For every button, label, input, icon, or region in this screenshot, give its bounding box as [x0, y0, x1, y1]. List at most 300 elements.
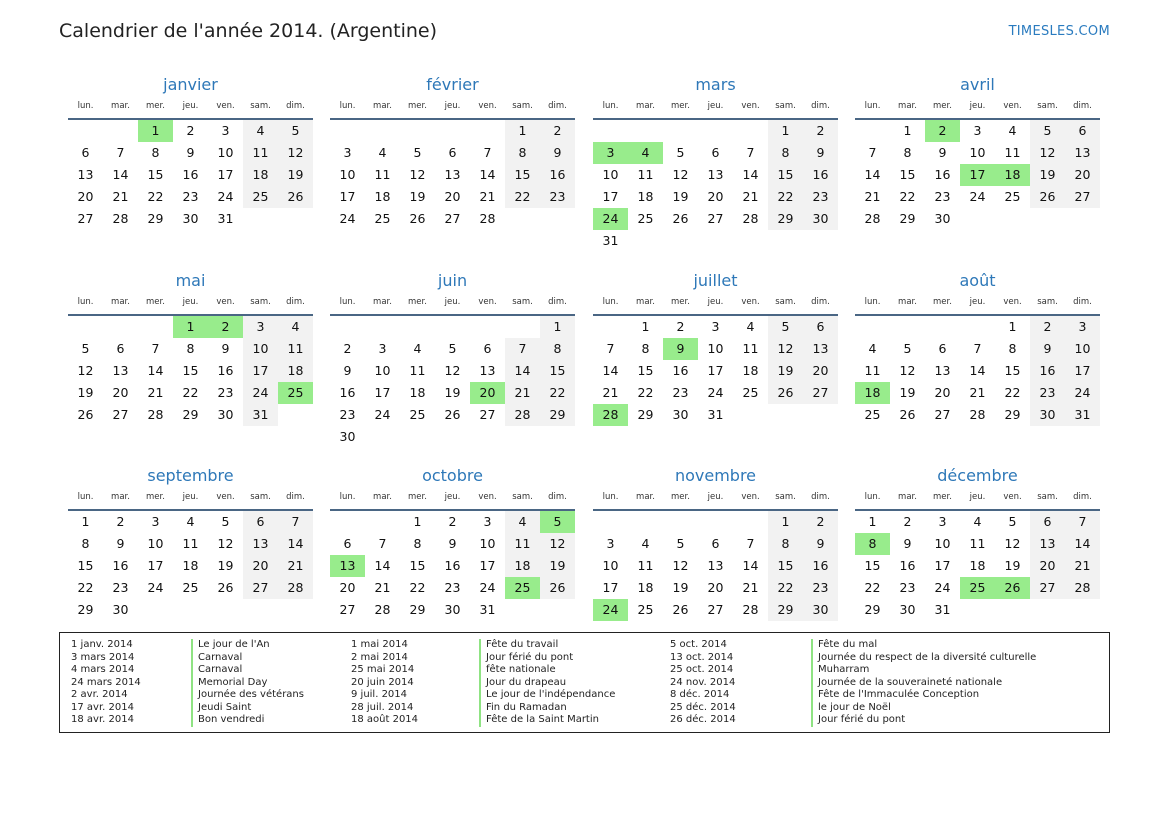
day-cell: 1 — [768, 120, 803, 142]
day-cell: 14 — [374, 558, 391, 573]
day-cell: 9 — [116, 536, 125, 551]
day-cell: 19 — [672, 189, 689, 204]
day-cell: 3 — [938, 514, 947, 529]
day-cell: 15 — [77, 558, 94, 573]
day-cell: 12 — [409, 167, 426, 182]
legend-date: 9 juil. 2014 — [351, 689, 408, 700]
weekday-header: mer. — [408, 297, 427, 307]
day-cell: 15 — [409, 558, 426, 573]
day-cell: 17 — [934, 558, 951, 573]
legend-date: 1 mai 2014 — [351, 639, 408, 650]
weekday-header: sam. — [775, 297, 796, 307]
day-cell: 20 — [243, 555, 278, 577]
day-cell: 30 — [803, 208, 838, 230]
day-cell: 19 — [278, 164, 313, 186]
day-cell: 29 — [540, 404, 575, 426]
day-cell: 4 — [973, 514, 982, 529]
day-cell: 27 — [339, 602, 356, 617]
day-cell: 1 — [1008, 319, 1017, 334]
weekday-header: lun. — [339, 492, 356, 502]
day-cell: 13 — [77, 167, 94, 182]
day-cell: 9 — [903, 536, 912, 551]
legend-date: 2 avr. 2014 — [71, 689, 128, 700]
weekday-header: jeu. — [182, 492, 199, 502]
day-cell: 29 — [409, 602, 426, 617]
day-cell: 31 — [707, 407, 724, 422]
day-cell: 7 — [116, 145, 125, 160]
day-cell: 8 — [768, 533, 803, 555]
weekday-header: lun. — [864, 297, 881, 307]
day-cell: 24 — [479, 580, 496, 595]
day-cell: 15 — [505, 164, 540, 186]
day-cell: 31 — [217, 211, 234, 226]
day-cell: 31 — [243, 404, 278, 426]
day-cell: 27 — [1030, 577, 1065, 599]
day-cell: 11 — [637, 167, 654, 182]
day-cell: 23 — [182, 189, 199, 204]
day-cell: 13 — [1030, 533, 1065, 555]
month-name: mai — [175, 271, 206, 290]
weekday-header: mer. — [933, 297, 952, 307]
legend-date: 3 mars 2014 — [71, 651, 135, 663]
weekday-header: ven. — [478, 492, 497, 502]
day-cell: 11 — [969, 536, 986, 551]
day-cell: 19 — [1030, 164, 1065, 186]
day-cell: 16 — [112, 558, 129, 573]
legend-holiday-name: Jeudi Saint — [191, 702, 251, 715]
holiday-day-cell: 26 — [995, 577, 1030, 599]
legend-date: 2 mai 2014 — [351, 651, 408, 663]
day-cell: 12 — [1030, 142, 1065, 164]
day-cell: 12 — [899, 363, 916, 378]
day-cell: 26 — [217, 580, 234, 595]
weekday-header: mer. — [933, 492, 952, 502]
legend-holiday-name: Fête du mal — [811, 639, 877, 652]
day-cell: 14 — [742, 558, 759, 573]
day-cell: 6 — [1030, 511, 1065, 533]
weekday-header: mar. — [898, 297, 917, 307]
day-cell: 23 — [803, 577, 838, 599]
day-cell: 4 — [746, 319, 755, 334]
day-cell: 12 — [217, 536, 234, 551]
day-cell: 21 — [278, 555, 313, 577]
day-cell: 28 — [742, 602, 759, 617]
month-name: mars — [695, 75, 736, 94]
day-cell: 16 — [803, 164, 838, 186]
day-cell: 23 — [339, 407, 356, 422]
day-cell: 19 — [217, 558, 234, 573]
day-cell: 8 — [768, 142, 803, 164]
day-cell: 4 — [641, 536, 650, 551]
day-cell: 6 — [803, 316, 838, 338]
weekday-header: mer. — [671, 492, 690, 502]
day-cell: 21 — [479, 189, 496, 204]
day-cell: 3 — [1065, 316, 1100, 338]
weekday-header: mer. — [146, 492, 165, 502]
day-cell: 9 — [221, 341, 230, 356]
day-cell: 7 — [746, 145, 755, 160]
weekday-header: ven. — [216, 297, 235, 307]
day-cell: 25 — [637, 602, 654, 617]
day-cell: 28 — [278, 577, 313, 599]
holiday-day-cell: 9 — [663, 338, 698, 360]
month-name: août — [959, 271, 996, 290]
day-cell: 18 — [278, 360, 313, 382]
day-cell: 11 — [182, 536, 199, 551]
day-cell: 16 — [934, 167, 951, 182]
day-cell: 3 — [343, 145, 352, 160]
day-cell: 6 — [711, 145, 720, 160]
day-cell: 29 — [1004, 407, 1021, 422]
month-9 — [330, 466, 575, 656]
day-cell: 24 — [707, 385, 724, 400]
weekday-header: mar. — [898, 101, 917, 111]
day-cell: 5 — [81, 341, 90, 356]
day-cell: 2 — [1030, 316, 1065, 338]
holiday-day-cell: 18 — [995, 164, 1030, 186]
day-cell: 30 — [339, 429, 356, 444]
day-cell: 14 — [969, 363, 986, 378]
day-cell: 26 — [899, 407, 916, 422]
weekday-header: sam. — [512, 101, 533, 111]
weekday-header: lun. — [602, 297, 619, 307]
day-cell: 10 — [969, 145, 986, 160]
holiday-day-cell: 25 — [960, 577, 995, 599]
day-cell: 26 — [278, 186, 313, 208]
day-cell: 8 — [1008, 341, 1017, 356]
page-title: Calendrier de l'année 2014. (Argentine) — [59, 20, 438, 42]
holiday-day-cell: 2 — [208, 316, 243, 338]
weekday-header: lun. — [77, 297, 94, 307]
day-cell: 3 — [483, 514, 492, 529]
day-cell: 9 — [540, 142, 575, 164]
day-cell: 24 — [1065, 382, 1100, 404]
day-cell: 22 — [182, 385, 199, 400]
day-cell: 21 — [112, 189, 129, 204]
holiday-day-cell: 13 — [330, 555, 365, 577]
day-cell: 28 — [742, 211, 759, 226]
day-cell: 6 — [938, 341, 947, 356]
day-cell: 28 — [1065, 577, 1100, 599]
day-cell: 21 — [742, 580, 759, 595]
day-cell: 9 — [938, 145, 947, 160]
day-cell: 26 — [1030, 186, 1065, 208]
day-cell: 13 — [1065, 142, 1100, 164]
day-cell: 5 — [1008, 514, 1017, 529]
weekday-header: dim. — [548, 101, 567, 111]
day-cell: 24 — [934, 580, 951, 595]
day-cell: 23 — [934, 189, 951, 204]
day-cell: 22 — [637, 385, 654, 400]
holiday-day-cell: 2 — [925, 120, 960, 142]
day-cell: 11 — [742, 341, 759, 356]
day-cell: 10 — [1065, 338, 1100, 360]
day-cell: 20 — [1030, 555, 1065, 577]
day-cell: 9 — [1030, 338, 1065, 360]
day-cell: 20 — [1065, 164, 1100, 186]
month-11 — [855, 466, 1100, 656]
day-cell: 17 — [243, 360, 278, 382]
weekday-header: dim. — [1073, 492, 1092, 502]
day-cell: 18 — [182, 558, 199, 573]
weekday-header: jeu. — [707, 492, 724, 502]
day-cell: 21 — [969, 385, 986, 400]
day-cell: 25 — [1004, 189, 1021, 204]
day-cell: 23 — [540, 186, 575, 208]
weekday-header: dim. — [811, 492, 830, 502]
weekday-header: mer. — [146, 101, 165, 111]
day-cell: 19 — [1004, 558, 1021, 573]
day-cell: 16 — [899, 558, 916, 573]
day-cell: 30 — [217, 407, 234, 422]
month-name: juin — [437, 271, 468, 290]
day-cell: 28 — [147, 407, 164, 422]
day-cell: 7 — [868, 145, 877, 160]
day-cell: 14 — [602, 363, 619, 378]
day-cell: 2 — [803, 511, 838, 533]
day-cell: 5 — [448, 341, 457, 356]
day-cell: 12 — [278, 142, 313, 164]
weekday-header: lun. — [602, 101, 619, 111]
day-cell: 29 — [899, 211, 916, 226]
weekday-header: mar. — [636, 492, 655, 502]
day-cell: 12 — [444, 363, 461, 378]
day-cell: 27 — [112, 407, 129, 422]
day-cell: 5 — [676, 536, 685, 551]
day-cell: 3 — [973, 123, 982, 138]
day-cell: 10 — [602, 167, 619, 182]
month-name: novembre — [674, 466, 757, 485]
day-cell: 18 — [637, 189, 654, 204]
day-cell: 10 — [374, 363, 391, 378]
day-cell: 14 — [112, 167, 129, 182]
day-cell: 10 — [243, 338, 278, 360]
holiday-day-cell: 17 — [960, 164, 995, 186]
day-cell: 21 — [505, 382, 540, 404]
weekday-header: lun. — [864, 101, 881, 111]
weekday-header: ven. — [216, 492, 235, 502]
day-cell: 3 — [606, 536, 615, 551]
legend-holiday-name: Fête du travail — [479, 639, 558, 652]
weekday-header: jeu. — [444, 101, 461, 111]
day-cell: 4 — [186, 514, 195, 529]
legend-holiday-name: le jour de Noël — [811, 702, 891, 715]
day-cell: 27 — [77, 211, 94, 226]
day-cell: 12 — [1004, 536, 1021, 551]
day-cell: 26 — [672, 602, 689, 617]
day-cell: 1 — [540, 316, 575, 338]
day-cell: 4 — [868, 341, 877, 356]
weekday-header: mar. — [373, 101, 392, 111]
day-cell: 29 — [768, 599, 803, 621]
day-cell: 19 — [409, 189, 426, 204]
weekday-header: mar. — [111, 101, 130, 111]
day-cell: 8 — [641, 341, 650, 356]
month-7 — [855, 271, 1100, 461]
weekday-header: jeu. — [444, 297, 461, 307]
day-cell: 23 — [672, 385, 689, 400]
legend-date: 25 oct. 2014 — [670, 664, 734, 675]
legend-holiday-name: Carnaval — [191, 652, 242, 665]
legend-holiday-name: Jour du drapeau — [479, 677, 566, 690]
day-cell: 27 — [243, 577, 278, 599]
day-cell: 4 — [278, 316, 313, 338]
weekday-header: sam. — [250, 492, 271, 502]
weekday-header: lun. — [602, 492, 619, 502]
day-cell: 11 — [278, 338, 313, 360]
weekday-header: lun. — [77, 492, 94, 502]
weekday-header: lun. — [339, 101, 356, 111]
day-cell: 30 — [934, 211, 951, 226]
month-name: septembre — [147, 466, 234, 485]
legend-date: 13 oct. 2014 — [670, 651, 734, 663]
month-1 — [330, 75, 575, 265]
day-cell: 14 — [864, 167, 881, 182]
site-link[interactable]: TIMESLES.COM — [1008, 24, 1110, 39]
day-cell: 23 — [444, 580, 461, 595]
weekday-header: dim. — [286, 297, 305, 307]
day-cell: 17 — [602, 580, 619, 595]
day-cell: 20 — [803, 360, 838, 382]
day-cell: 8 — [81, 536, 90, 551]
day-cell: 2 — [803, 120, 838, 142]
day-cell: 9 — [448, 536, 457, 551]
day-cell: 25 — [742, 385, 759, 400]
day-cell: 29 — [768, 208, 803, 230]
day-cell: 16 — [803, 555, 838, 577]
weekday-header: sam. — [512, 492, 533, 502]
day-cell: 29 — [864, 602, 881, 617]
day-cell: 15 — [147, 167, 164, 182]
day-cell: 18 — [969, 558, 986, 573]
day-cell: 2 — [676, 319, 685, 334]
weekday-header: mar. — [373, 492, 392, 502]
day-cell: 21 — [1065, 555, 1100, 577]
legend-holiday-name: Journée de la souveraineté nationale — [811, 677, 1002, 690]
day-cell: 13 — [707, 167, 724, 182]
day-cell: 25 — [864, 407, 881, 422]
weekday-header: ven. — [478, 297, 497, 307]
day-cell: 1 — [868, 514, 877, 529]
day-cell: 29 — [147, 211, 164, 226]
weekday-header: ven. — [741, 297, 760, 307]
day-cell: 6 — [343, 536, 352, 551]
day-cell: 14 — [505, 360, 540, 382]
month-8 — [68, 466, 313, 656]
day-cell: 22 — [409, 580, 426, 595]
day-cell: 22 — [768, 577, 803, 599]
day-cell: 8 — [151, 145, 160, 160]
day-cell: 7 — [151, 341, 160, 356]
day-cell: 20 — [707, 189, 724, 204]
day-cell: 30 — [899, 602, 916, 617]
day-cell: 9 — [186, 145, 195, 160]
day-cell: 13 — [707, 558, 724, 573]
weekday-header: dim. — [811, 101, 830, 111]
day-cell: 27 — [934, 407, 951, 422]
day-cell: 15 — [637, 363, 654, 378]
holiday-day-cell: 4 — [628, 142, 663, 164]
weekday-header: mar. — [636, 101, 655, 111]
legend-holiday-name: Le jour de l'An — [191, 639, 270, 652]
legend-holiday-name: Journée du respect de la diversité culturelle — [811, 652, 1036, 665]
day-cell: 6 — [483, 341, 492, 356]
day-cell: 13 — [803, 338, 838, 360]
legend-date: 17 avr. 2014 — [71, 701, 134, 713]
day-cell: 21 — [602, 385, 619, 400]
holiday-day-cell: 20 — [470, 382, 505, 404]
day-cell: 27 — [479, 407, 496, 422]
day-cell: 28 — [969, 407, 986, 422]
day-cell: 7 — [505, 338, 540, 360]
day-cell: 25 — [637, 211, 654, 226]
day-cell: 25 — [374, 211, 391, 226]
day-cell: 21 — [147, 385, 164, 400]
weekday-header: dim. — [1073, 297, 1092, 307]
day-cell: 12 — [77, 363, 94, 378]
day-cell: 28 — [864, 211, 881, 226]
weekday-header: sam. — [250, 101, 271, 111]
holiday-day-cell: 28 — [593, 404, 628, 426]
day-cell: 24 — [147, 580, 164, 595]
legend-date: 18 avr. 2014 — [71, 714, 134, 725]
day-cell: 7 — [606, 341, 615, 356]
day-cell: 3 — [711, 319, 720, 334]
weekday-header: ven. — [741, 101, 760, 111]
weekday-header: lun. — [864, 492, 881, 502]
day-cell: 6 — [448, 145, 457, 160]
day-cell: 5 — [221, 514, 230, 529]
legend-date: 8 déc. 2014 — [670, 689, 730, 700]
month-10 — [593, 466, 838, 656]
day-cell: 31 — [1065, 404, 1100, 426]
day-cell: 2 — [116, 514, 125, 529]
weekday-header: sam. — [512, 297, 533, 307]
day-cell: 4 — [378, 145, 387, 160]
legend-holiday-name: Fin du Ramadan — [479, 702, 567, 715]
holiday-day-cell: 1 — [138, 120, 173, 142]
day-cell: 29 — [182, 407, 199, 422]
day-cell: 16 — [672, 363, 689, 378]
legend-date: 28 juil. 2014 — [351, 701, 414, 713]
day-cell: 18 — [409, 385, 426, 400]
day-cell: 11 — [864, 363, 881, 378]
day-cell: 8 — [903, 145, 912, 160]
legend-holiday-name: Memorial Day — [191, 677, 267, 690]
day-cell: 28 — [374, 602, 391, 617]
day-cell: 17 — [217, 167, 234, 182]
weekday-header: sam. — [250, 297, 271, 307]
day-cell: 30 — [803, 599, 838, 621]
weekday-header: ven. — [1003, 101, 1022, 111]
month-name: juillet — [693, 271, 738, 290]
weekday-header: ven. — [478, 101, 497, 111]
day-cell: 16 — [339, 385, 356, 400]
day-cell: 19 — [768, 360, 803, 382]
legend-holiday-name: Carnaval — [191, 664, 242, 677]
day-cell: 26 — [540, 577, 575, 599]
weekday-header: sam. — [1037, 492, 1058, 502]
day-cell: 5 — [1030, 120, 1065, 142]
day-cell: 19 — [77, 385, 94, 400]
day-cell: 24 — [339, 211, 356, 226]
legend-date: 24 nov. 2014 — [670, 676, 736, 688]
weekday-header: ven. — [1003, 492, 1022, 502]
day-cell: 22 — [147, 189, 164, 204]
day-cell: 22 — [768, 186, 803, 208]
day-cell: 17 — [707, 363, 724, 378]
month-3 — [855, 75, 1100, 265]
